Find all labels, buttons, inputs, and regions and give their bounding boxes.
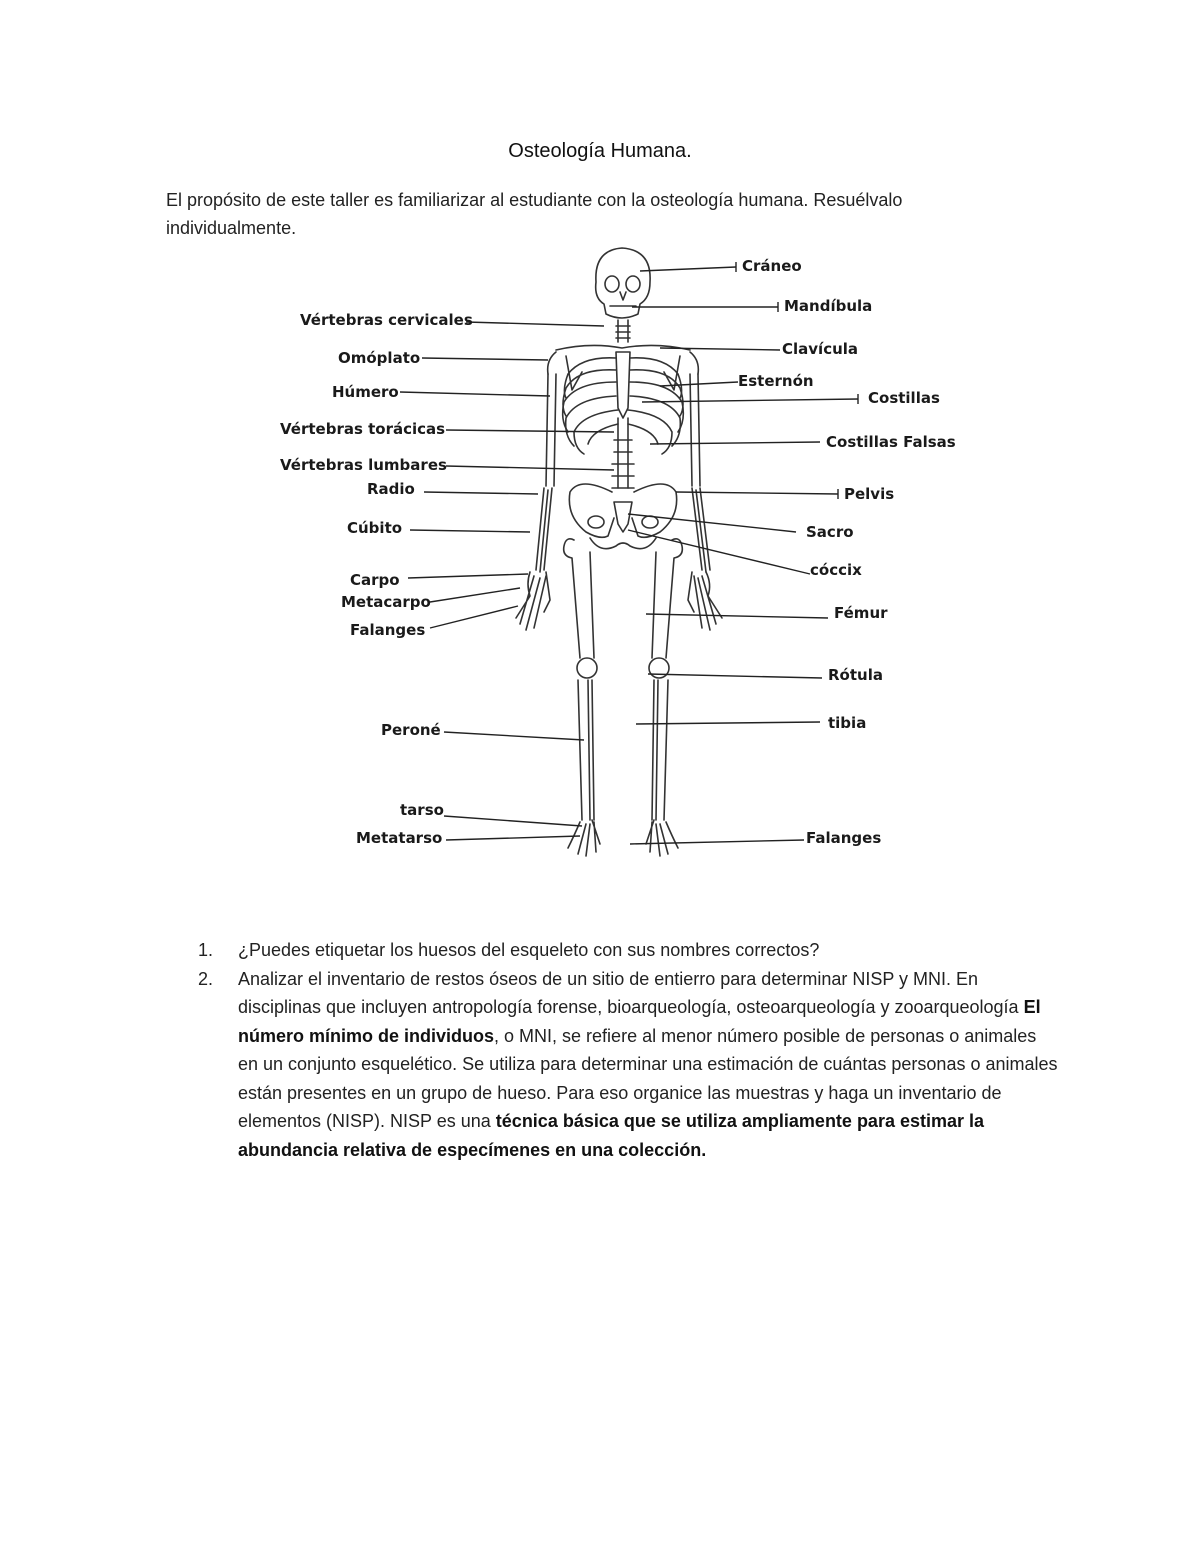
label-esternon: Esternón <box>738 372 814 390</box>
question-item-1 <box>198 936 1058 965</box>
document-title: Osteología Humana. <box>508 140 692 162</box>
question-number-1: 1. <box>198 940 214 960</box>
intro-paragraph: El propósito de este taller es familiarizar al estudiante con la osteología humana. Resuélvalo individualmente. <box>166 190 903 238</box>
question-text-2-end: . <box>701 1139 707 1160</box>
skeleton-drawing <box>0 240 1200 880</box>
label-falanges-mano: Falanges <box>350 621 426 639</box>
label-vertebras-lumbares: Vértebras lumbares <box>280 456 447 474</box>
label-coccix: cóccix <box>810 561 862 579</box>
question-text-2a: Analizar el inventario de restos óseos de un sitio de entierro para determinar NISP y MNI. En disciplinas que incluyen antropología forense, bioarqueología, osteoarqueología y zooarqueología <box>238 968 1024 1017</box>
question-item-2 <box>198 965 1058 1165</box>
label-mandibula: Mandíbula <box>784 297 873 315</box>
label-tibia: tibia <box>828 714 867 732</box>
label-radio: Radio <box>367 480 415 498</box>
label-vertebras-toracicas: Vértebras torácicas <box>280 420 446 438</box>
label-carpo: Carpo <box>350 571 400 589</box>
mni-definition-bold: El número mínimo de individuos <box>238 997 1041 1046</box>
label-craneo: Cráneo <box>742 257 802 275</box>
label-metatarso: Metatarso <box>356 829 443 847</box>
label-metacarpo: Metacarpo <box>341 593 431 611</box>
nisp-definition-bold: técnica básica que se utiliza ampliamente para estimar la abundancia relativa de especímenes en una colección <box>238 1111 985 1160</box>
label-sacro: Sacro <box>806 523 854 541</box>
label-humero: Húmero <box>332 383 399 401</box>
question-list <box>198 936 1058 1164</box>
label-falanges-pie: Falanges <box>806 829 882 847</box>
question-text-1: ¿Puedes etiquetar los huesos del esqueleto con sus nombres correctos? <box>238 940 820 960</box>
label-omoplato: Omóplato <box>338 349 421 367</box>
label-perone: Peroné <box>381 721 441 739</box>
label-costillas: Costillas <box>868 389 940 407</box>
label-pelvis: Pelvis <box>844 485 895 503</box>
question-number-2: 2. <box>198 968 214 989</box>
skeleton-diagram <box>0 240 1200 880</box>
question-text-2b: , o MNI, se refiere al menor número posible de personas o animales en un conjunto esquelético. Se utiliza para determinar una estimación de cuántas personas o animales están presentes en un grupo de hueso. Para eso organice las muestras y haga un inventario de elementos (NISP). NISP es una <box>238 1025 1058 1131</box>
label-vertebras-cervicales: Vértebras cervicales <box>300 311 473 329</box>
label-rotula: Rótula <box>828 666 883 684</box>
label-femur: Fémur <box>834 604 888 622</box>
label-tarso: tarso <box>400 801 444 819</box>
label-clavicula: Clavícula <box>782 340 859 358</box>
label-costillas-falsas: Costillas Falsas <box>826 433 956 451</box>
label-cubito: Cúbito <box>347 519 403 537</box>
